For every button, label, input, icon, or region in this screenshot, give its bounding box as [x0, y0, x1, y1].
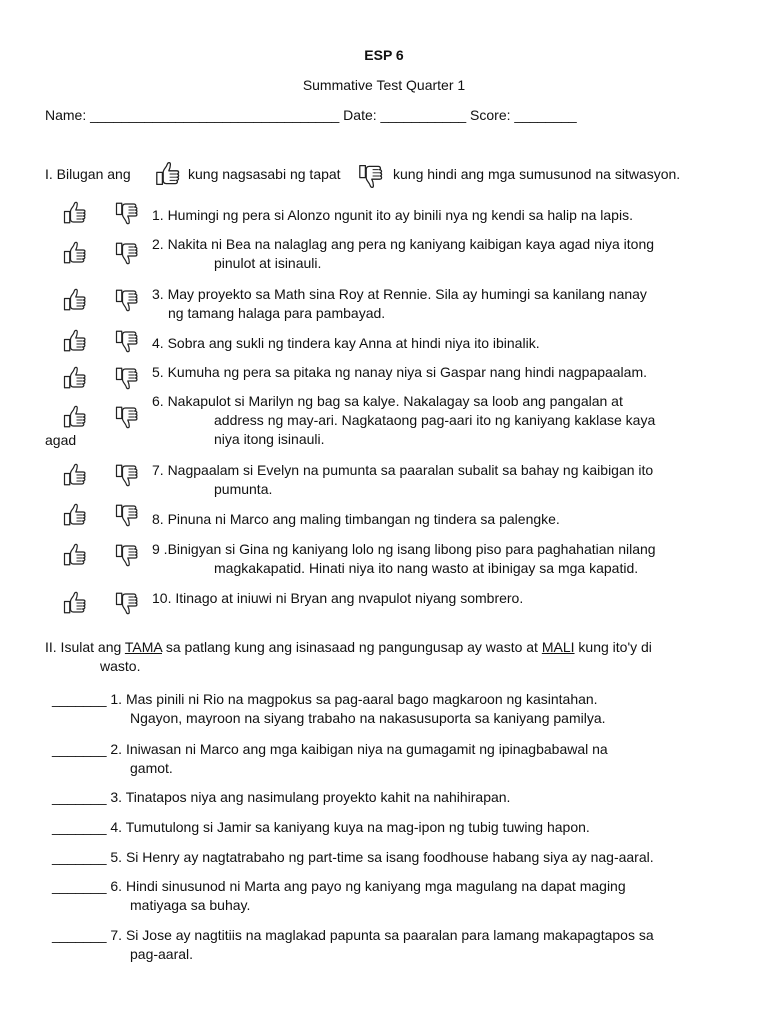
item-line-cont: niya itong isinauli.: [214, 431, 325, 447]
part1-item: [152, 363, 712, 382]
item-line: 4. Sobra ang sukli ng tindera kay Anna at hindi niya ito ibinalik.: [152, 335, 540, 351]
item5-thumb-up-icon[interactable]: [60, 363, 90, 393]
item9-thumb-down-icon[interactable]: [112, 540, 142, 570]
item8-thumb-down-icon[interactable]: [112, 500, 142, 530]
item1-thumb-down-icon[interactable]: [112, 198, 142, 228]
part2-item[interactable]: [52, 788, 722, 807]
part2-item[interactable]: [52, 818, 722, 837]
item-line: 5. Kumuha ng pera sa pitaka ng nanay niya si Gaspar nang hindi nagpapaalam.: [152, 364, 648, 380]
item3-thumb-up-icon[interactable]: [60, 285, 90, 315]
item-line: 1. Humingi ng pera si Alonzo ngunit ito ay binili nya ng kendi sa halip na lapis.: [152, 207, 633, 223]
item10-thumb-down-icon[interactable]: [112, 588, 142, 618]
part2-instruction-b: sa patlang kung ang isinasaad ng pangungusap ay wasto at: [161, 639, 542, 655]
part1-item: [152, 206, 712, 225]
item-line: 7. Nagpaalam si Evelyn na pumunta sa paaralan subalit sa bahay ng kaibigan ito: [152, 462, 654, 478]
part1-item: [152, 235, 712, 273]
item-line: _______ 6. Hindi sinusunod ni Marta ang payo ng kaniyang mga magulang na dapat maging: [52, 878, 626, 894]
item-line-cont: gamot.: [130, 760, 173, 776]
item-line-cont: ng tamang halaga para pambayad.: [168, 305, 386, 321]
item7-thumb-up-icon[interactable]: [60, 460, 90, 490]
item6-overflow-word: agad: [45, 432, 77, 448]
part1-instruction-b: kung nagsasabi ng tapat: [188, 166, 341, 182]
item-line: 8. Pinuna ni Marco ang maling timbangan ng tindera sa palengke.: [152, 511, 560, 527]
item-line-cont: magkakapatid. Hinati niya ito nang wasto at ibinigay sa mga kapatid.: [214, 560, 639, 576]
name-date-score-line: Name: ________________________________ Date: ___________ Score: ________: [45, 107, 577, 123]
item-line: 3. May proyekto sa Math sina Roy at Rennie. Sila ay humingi sa kanilang nanay: [152, 286, 647, 302]
item4-thumb-up-icon[interactable]: [60, 326, 90, 356]
item8-thumb-up-icon[interactable]: [60, 500, 90, 530]
item9-thumb-up-icon[interactable]: [60, 540, 90, 570]
item-line-cont: pinulot at isinauli.: [214, 255, 322, 271]
item-line: 2. Nakita ni Bea na nalaglag ang pera ng kaniyang kaibigan kaya agad niya itong: [152, 236, 655, 252]
item4-thumb-down-icon[interactable]: [112, 326, 142, 356]
item1-thumb-up-icon[interactable]: [60, 198, 90, 228]
part1-instruction-c: kung hindi ang mga sumusunod na sitwasyon.: [393, 166, 681, 182]
part1-item: [152, 334, 712, 353]
item6-thumb-down-icon[interactable]: [112, 402, 142, 432]
part1-item: [152, 392, 712, 449]
test-title: ESP 6: [364, 47, 404, 63]
test-subtitle: Summative Test Quarter 1: [302, 77, 466, 93]
part2-item[interactable]: [52, 740, 722, 778]
part2-instruction-c: kung ito'y di: [574, 639, 652, 655]
part2-instruction-cont: wasto.: [100, 658, 141, 674]
item-line-cont: address ng may-ari. Nagkataong pag-aari ito ng kaniyang kaklase kaya: [214, 412, 656, 428]
part1-item: [152, 285, 712, 323]
item-line: 9 .Binigyan si Gina ng kaniyang lolo ng isang libong piso para paghahatian nilang: [152, 541, 656, 557]
part1-instruction-a: I. Bilugan ang: [45, 166, 131, 182]
tama-keyword: TAMA: [124, 639, 162, 655]
item2-thumb-up-icon[interactable]: [60, 238, 90, 268]
item-line: _______ 2. Iniwasan ni Marco ang mga kaibigan niya na gumagamit ng ipinagbabawal na: [52, 741, 608, 757]
item-line: _______ 1. Mas pinili ni Rio na magpokus sa pag-aaral bago magkaroon ng kasintahan.: [52, 691, 598, 707]
item-line: _______ 7. Si Jose ay nagtitiis na maglakad papunta sa paaralan para lamang makapagtapos sa: [52, 927, 654, 943]
item-line: _______ 4. Tumutulong si Jamir sa kaniyang kuya na mag-ipon ng tubig tuwing hapon.: [52, 819, 590, 835]
item10-thumb-up-icon[interactable]: [60, 588, 90, 618]
part1-item: [152, 540, 712, 578]
item2-thumb-down-icon[interactable]: [112, 238, 142, 268]
part2-item[interactable]: [52, 877, 722, 915]
part2-instruction-a: II. Isulat ang: [45, 639, 125, 655]
part1-item: [152, 461, 712, 499]
item-line: _______ 5. Si Henry ay nagtatrabaho ng part-time sa isang foodhouse habang siya ay nag-aaral.: [52, 849, 654, 865]
part2-instruction: [45, 638, 723, 676]
part1-item: [152, 510, 712, 529]
item7-thumb-down-icon[interactable]: [112, 460, 142, 490]
part2-item[interactable]: [52, 690, 722, 728]
thumb-down-icon: [355, 160, 387, 192]
thumb-up-icon: [152, 158, 184, 190]
item-line: 10. Itinago at iniuwi ni Bryan ang nvapulot niyang sombrero.: [152, 590, 524, 606]
mali-keyword: MALI: [541, 639, 575, 655]
part2-item[interactable]: [52, 926, 722, 964]
item3-thumb-down-icon[interactable]: [112, 285, 142, 315]
item-line-cont: matiyaga sa buhay.: [130, 897, 251, 913]
part2-item[interactable]: [52, 848, 722, 867]
item-line-cont: pag-aaral.: [130, 946, 194, 962]
part1-item: [152, 589, 712, 608]
item-line: _______ 3. Tinatapos niya ang nasimulang proyekto kahit na nahihirapan.: [52, 789, 511, 805]
item-line: 6. Nakapulot si Marilyn ng bag sa kalye. Nakalagay sa loob ang pangalan at: [152, 393, 623, 409]
item-line-cont: pumunta.: [214, 481, 273, 497]
item5-thumb-down-icon[interactable]: [112, 363, 142, 393]
item6-thumb-up-icon[interactable]: [60, 402, 90, 432]
item-line-cont: Ngayon, mayroon na siyang trabaho na nakasusuporta sa kaniyang pamilya.: [130, 710, 606, 726]
